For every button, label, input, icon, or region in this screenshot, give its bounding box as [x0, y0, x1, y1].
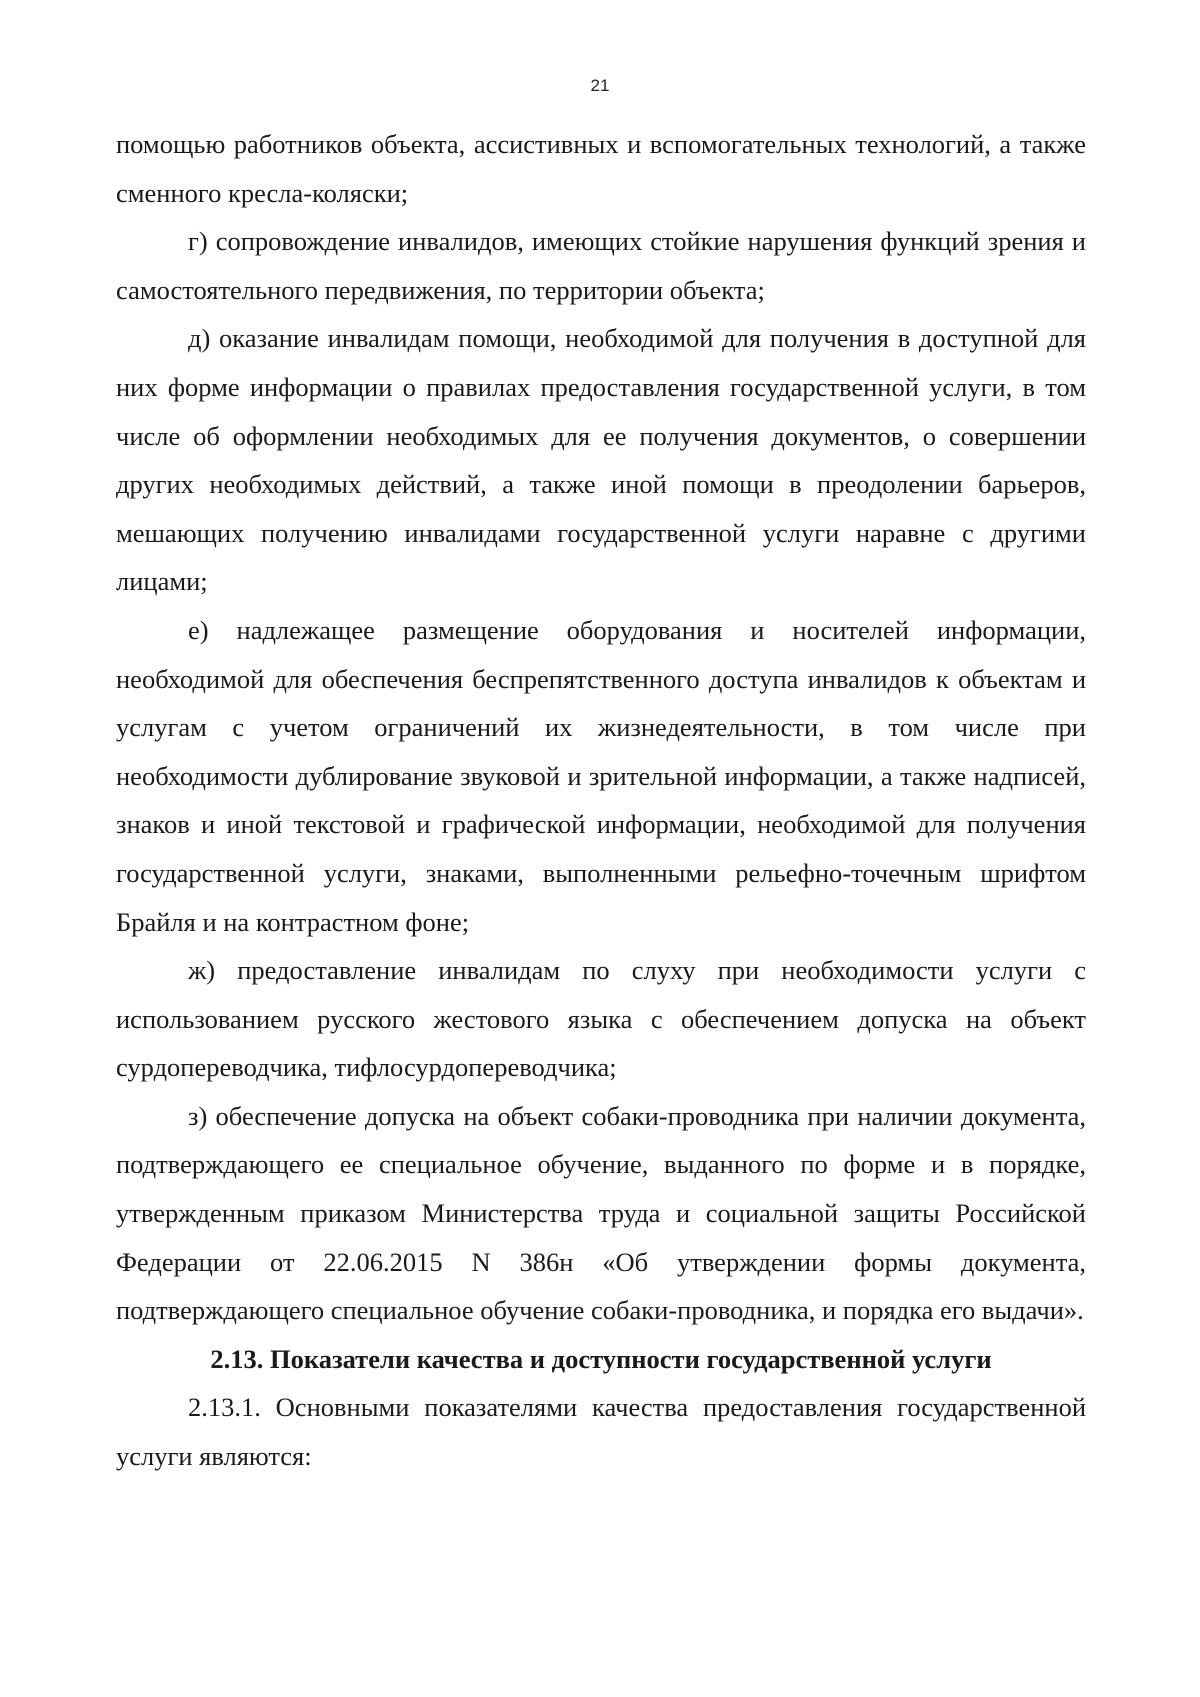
- paragraph-item-zh: ж) предоставление инвалидам по слуху при необходимости услуги с использованием русского жестового языка с обеспечением допуска на объект сурдопереводчика, тифлосурдопереводчика;: [116, 955, 1086, 1083]
- paragraph-continuation: помощью работников объекта, ассистивных и вспомогательных технологий, а также сменного кресла-коляски;: [116, 129, 1086, 208]
- paragraph-item-e: е) надлежащее размещение оборудования и носителей информации, необходимой для обеспечения беспрепятственного доступа инвалидов к объектам и услугам с учетом ограничений их жизнедеятельности, в том числе при необходимости дублирование звуковой и зрительной информации, а также надписей, знаков и иной текстовой и графической информации, необходимой для получения государственной услуги, знаками, выполненными рельефно-точечным шрифтом Брайля и на контрастном фоне;: [116, 614, 1086, 937]
- paragraph-item-z: з) обеспечение допуска на объект собаки-проводника при наличии документа, подтверждающего ее специальное обучение, выданного по форме и в порядке, утвержденным приказом Министерства труда и социальной защиты Российской Федерации от 22.06.2015 N 386н «Об утверждении формы документа, подтверждающего специальное обучение собаки-проводника, и порядка его выдачи».: [116, 1100, 1086, 1326]
- page-number: 21: [590, 76, 610, 95]
- paragraph-item-d: д) оказание инвалидам помощи, необходимой для получения в доступной для них форме информации о правилах предоставления государственной услуги, в том числе об оформлении необходимых для ее получения документов, о совершении других необходимых действий, а также иной помощи в преодолении барьеров, мешающих получению инвалидами государственной услуги наравне с другими лицами;: [116, 323, 1086, 597]
- document-body: [116, 120, 1086, 1481]
- section-paragraph: 2.13.1. Основными показателями качества предоставления государственной услуги являются:: [116, 1392, 1086, 1472]
- paragraph-item-g: г) сопровождение инвалидов, имеющих стойкие нарушения функций зрения и самостоятельного передвижения, по территории объекта;: [116, 226, 1086, 305]
- section-heading: 2.13. Показатели качества и доступности государственной услуги: [210, 1343, 992, 1374]
